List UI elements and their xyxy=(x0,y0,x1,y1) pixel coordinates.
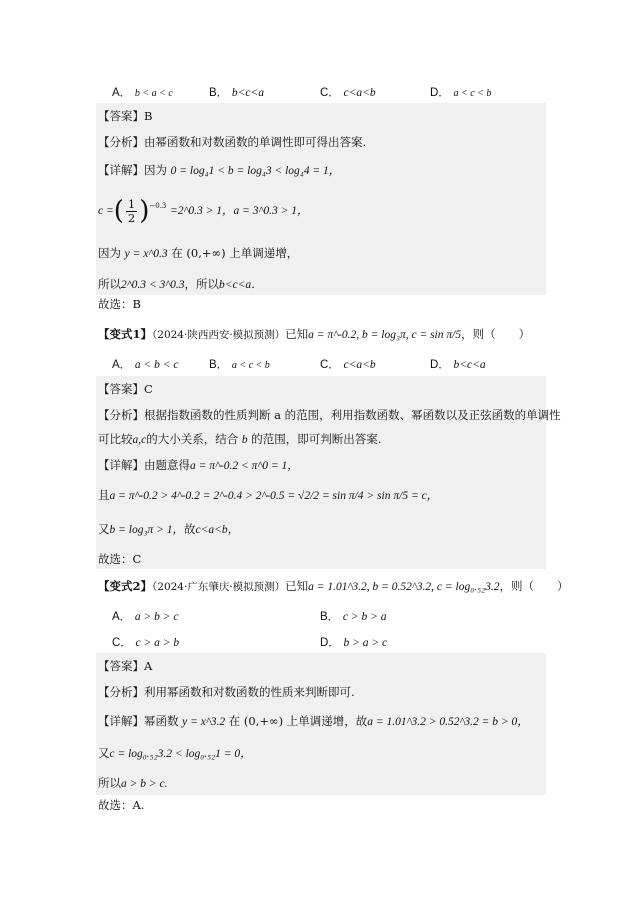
detail-math: b = log₃π > 1， xyxy=(109,524,184,536)
detail-math: 0 = log₄1 < b = log₄3 < log₄4 = 1， xyxy=(170,165,341,177)
analysis-text: 利用幂函数和对数函数的性质来判断即可. xyxy=(144,685,355,699)
v1-detail-line3 xyxy=(98,521,239,537)
q0-option-d xyxy=(430,84,491,100)
variant-title: 【变式2】 xyxy=(98,579,153,593)
v1-option-c xyxy=(320,356,376,372)
detail-text: 上单调递增， xyxy=(229,246,299,260)
answer-value: A xyxy=(144,659,153,673)
option-text: a > b > c xyxy=(134,611,179,623)
option-letter: C． xyxy=(320,87,340,99)
paren-left: ( xyxy=(113,196,124,226)
option-text: a < c < b xyxy=(231,360,270,371)
detail-text: ，所以 xyxy=(184,277,219,291)
detail-label: 【详解】 xyxy=(98,163,144,177)
fraction-numerator: 1 xyxy=(127,196,136,211)
answer-label: 【答案】 xyxy=(98,659,144,673)
v1-analysis-line1 xyxy=(98,407,561,423)
exponent-neg: −0.3 xyxy=(149,202,167,210)
option-text: a < c < b xyxy=(453,88,492,99)
option-letter: B． xyxy=(209,87,229,99)
v1-option-d xyxy=(430,356,486,372)
detail-math: c<a<b， xyxy=(195,524,240,536)
option-text: b < a < c xyxy=(134,88,173,99)
v1-conclusion: 故选：C xyxy=(98,552,142,566)
option-letter: C． xyxy=(112,637,132,649)
detail-math: 2^0.3 < 3^0.3 xyxy=(121,279,185,291)
q0-option-a xyxy=(112,84,173,100)
detail-math: y = x^0.3 xyxy=(124,248,168,260)
option-text: c<a<b xyxy=(343,359,376,371)
option-letter: A． xyxy=(112,611,132,623)
v2-detail-line3 xyxy=(98,775,168,791)
option-letter: B． xyxy=(209,359,229,371)
analysis-text: 可比较 xyxy=(98,432,133,446)
v2-answer xyxy=(98,658,152,674)
option-text: b<c<a xyxy=(231,87,264,99)
answer-label: 【答案】 xyxy=(98,109,144,123)
option-text: c > b > a xyxy=(342,611,387,623)
analysis-label: 【分析】 xyxy=(98,408,144,422)
answer-value: B xyxy=(144,109,153,123)
v2-option-a xyxy=(112,608,178,624)
analysis-label: 【分析】 xyxy=(98,685,144,699)
detail-label: 【详解】 xyxy=(98,714,144,728)
option-text: b<c<a xyxy=(453,359,486,371)
option-letter: D． xyxy=(430,87,450,99)
paren-right: ) xyxy=(139,196,150,226)
variant-title: 【变式1】 xyxy=(98,327,153,341)
variant-source: （2024·陕西西安·模拟预测） xyxy=(152,329,286,341)
analysis-text: 由幂函数和对数函数的单调性即可得出答案. xyxy=(144,135,367,149)
v1-answer xyxy=(98,381,153,397)
analysis-label: 【分析】 xyxy=(98,135,144,149)
interval: (0,+∞) xyxy=(186,246,226,260)
detail-text: 幂函数 xyxy=(144,714,179,728)
detail-math: b<c<a． xyxy=(218,279,263,291)
detail-text: 又 xyxy=(98,746,110,760)
q0-detail-line1 xyxy=(98,162,340,178)
detail-math: a > b > c. xyxy=(121,778,168,790)
detail-label: 【详解】 xyxy=(98,458,144,472)
detail-math: c = log₀.₅₂3.2 < log₀.₅₂1 = 0， xyxy=(109,748,252,760)
v1-option-b xyxy=(209,356,270,372)
detail-text: 因为 xyxy=(144,163,167,177)
q0-option-b xyxy=(209,84,264,100)
option-text: a < b < c xyxy=(134,359,179,371)
analysis-math: b xyxy=(241,434,248,446)
detail-text: 故 xyxy=(183,522,196,536)
q0-detail-line3 xyxy=(98,245,298,261)
variant-source: （2024·广东肇庆·模拟预测） xyxy=(152,581,286,593)
q0-detail-line2 xyxy=(98,196,309,226)
detail-text: 上单调递增，故 xyxy=(286,714,368,728)
q0-option-c xyxy=(320,84,376,100)
answer-value: C xyxy=(144,382,153,396)
q0-answer xyxy=(98,108,152,124)
interval: (0,+∞) xyxy=(243,714,284,728)
option-letter: B． xyxy=(320,611,340,623)
analysis-text: 的大小关系，结合 xyxy=(146,432,239,446)
detail-math: a = π^-0.2 < π^0 = 1， xyxy=(190,460,299,472)
fraction-denominator: 2 xyxy=(127,210,136,225)
detail-text: 由题意得 xyxy=(144,458,190,472)
option-text: c<a<b xyxy=(343,87,376,99)
option-letter: D． xyxy=(430,359,450,371)
detail-text: 因为 xyxy=(98,246,121,260)
v2-option-d xyxy=(320,634,387,650)
detail-text: 所以 xyxy=(98,277,121,291)
q0-analysis xyxy=(98,134,366,150)
detail-math: =2^0.3 > 1，a = 3^0.3 > 1， xyxy=(170,205,309,217)
stem-math: a = 1.01^3.2, b = 0.52^3.2, c = log₀.₅₂3.2 xyxy=(308,581,500,593)
option-letter: D． xyxy=(320,637,340,649)
option-letter: A． xyxy=(112,359,132,371)
v2-stem xyxy=(98,578,568,594)
v1-detail-line2 xyxy=(98,487,438,503)
q0-conclusion: 故选：B xyxy=(98,297,141,311)
detail-text: 在 xyxy=(171,246,183,260)
v1-analysis-line2 xyxy=(98,431,381,447)
v2-detail-line2 xyxy=(98,745,252,761)
detail-math: a = 1.01^3.2 > 0.52^3.2 = b > 0， xyxy=(367,716,529,728)
v1-option-a xyxy=(112,356,178,372)
detail-text: 且 xyxy=(98,488,110,502)
analysis-text: 的范围，即可判断出答案. xyxy=(251,432,382,446)
stem-text: ，则（ ） xyxy=(499,579,569,593)
option-text: b > a > c xyxy=(343,637,388,649)
detail-math: a = π^-0.2 > 4^-0.2 = 2^-0.4 > 2^-0.5 = √2/2 = sin π/4 > sin π/5 = c， xyxy=(109,490,439,502)
v2-detail-line1 xyxy=(98,713,529,729)
detail-text: 又 xyxy=(98,522,110,536)
v2-option-b xyxy=(320,608,386,624)
stem-text: ，则（ ） xyxy=(461,327,531,341)
v2-option-c xyxy=(112,634,179,650)
detail-math: y = x^3.2 xyxy=(182,716,226,728)
v1-stem xyxy=(98,326,530,342)
q0-detail-line4 xyxy=(98,276,263,292)
option-text: c > a > b xyxy=(135,637,180,649)
option-letter: C． xyxy=(320,359,340,371)
analysis-text: 根据指数函数的性质判断 a 的范围，利用指数函数、幂函数以及正弦函数的单调性 xyxy=(144,408,561,422)
option-letter: A． xyxy=(112,87,132,99)
v2-conclusion: 故选：A. xyxy=(98,798,145,812)
q0-c-eq: c = xyxy=(98,205,114,217)
fraction-one-half xyxy=(126,198,137,225)
v2-analysis xyxy=(98,684,355,700)
stem-text: 已知 xyxy=(285,579,309,593)
stem-math: a = π^-0.2, b = log₃π, c = sin π/5 xyxy=(308,329,462,341)
stem-text: 已知 xyxy=(285,327,309,341)
answer-label: 【答案】 xyxy=(98,382,144,396)
detail-text: 所以 xyxy=(98,776,121,790)
v1-detail-line1 xyxy=(98,457,299,473)
analysis-math: a,c xyxy=(132,434,147,446)
detail-text: 在 xyxy=(228,714,241,728)
